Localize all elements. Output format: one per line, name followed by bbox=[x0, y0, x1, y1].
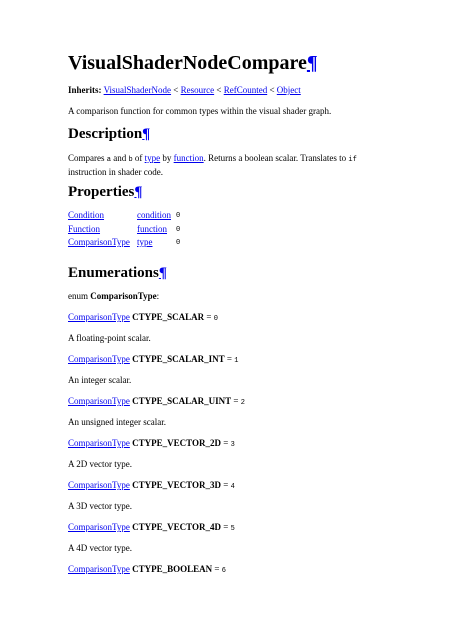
properties-table bbox=[68, 209, 180, 250]
enum-equals: = bbox=[231, 396, 241, 406]
enum-type-link[interactable]: ComparisonType bbox=[68, 312, 130, 322]
enum-equals: = bbox=[224, 354, 235, 364]
inherits-link-object[interactable]: Object bbox=[276, 85, 301, 95]
enum-type-link[interactable]: ComparisonType bbox=[68, 564, 130, 574]
enum-constant-description: A 2D vector type. bbox=[68, 459, 132, 469]
property-name-link-type[interactable]: type bbox=[137, 237, 153, 247]
properties-heading bbox=[68, 183, 142, 201]
enum-constant-name: CTYPE_VECTOR_4D bbox=[132, 522, 221, 532]
property-row bbox=[68, 236, 180, 250]
enum-constant-value: 0 bbox=[213, 315, 218, 323]
inherits-link-refcounted[interactable]: RefCounted bbox=[223, 85, 268, 95]
enum-constant-value: 4 bbox=[230, 483, 235, 491]
enum-constant bbox=[68, 437, 235, 451]
enum-constant-description: A 3D vector type. bbox=[68, 501, 132, 511]
enum-declaration bbox=[68, 290, 159, 302]
enum-constant-value: 6 bbox=[221, 567, 226, 575]
enum-constant-description: An unsigned integer scalar. bbox=[68, 417, 166, 427]
property-name-cell bbox=[137, 236, 176, 250]
description-heading-text: Description bbox=[68, 126, 143, 142]
desc-text-part: by bbox=[160, 153, 174, 163]
enum-equals: = bbox=[204, 312, 214, 322]
property-default-cell bbox=[176, 223, 180, 237]
enum-equals: = bbox=[220, 438, 231, 448]
property-default-cell bbox=[176, 236, 180, 250]
property-row bbox=[68, 223, 180, 237]
page-title bbox=[68, 51, 318, 75]
inherits-label: Inherits: bbox=[68, 85, 102, 95]
code-if: if bbox=[348, 156, 357, 164]
enumerations-anchor-link[interactable]: ¶ bbox=[158, 265, 167, 281]
enum-name: ComparisonType bbox=[90, 291, 157, 301]
enum-constant-name: CTYPE_VECTOR_3D bbox=[132, 480, 221, 490]
inherits-sep: < bbox=[269, 85, 275, 95]
enum-equals: = bbox=[212, 564, 222, 574]
desc-text-part: of bbox=[132, 153, 145, 163]
enum-type-link[interactable]: ComparisonType bbox=[68, 438, 130, 448]
enum-equals: = bbox=[220, 480, 231, 490]
enum-constant-value: 5 bbox=[230, 525, 235, 533]
property-type-link-comparisontype[interactable]: ComparisonType bbox=[68, 237, 130, 247]
enum-constant bbox=[68, 563, 226, 577]
enum-constant bbox=[68, 395, 245, 409]
property-type-cell bbox=[68, 236, 137, 250]
property-type-link-function[interactable]: Function bbox=[68, 223, 101, 234]
properties-heading-text: Properties bbox=[68, 184, 135, 200]
page-title-text: VisualShaderNodeCompare bbox=[68, 52, 307, 74]
code-b: b bbox=[128, 156, 133, 164]
enum-equals: = bbox=[220, 522, 231, 532]
title-anchor-link[interactable]: ¶ bbox=[306, 52, 318, 74]
desc-text-part: and bbox=[110, 153, 129, 163]
enum-type-link[interactable]: ComparisonType bbox=[68, 396, 130, 406]
property-name-link-function[interactable]: function bbox=[137, 223, 167, 234]
enum-constant-description: An integer scalar. bbox=[68, 375, 132, 385]
enum-constant-name: CTYPE_SCALAR_INT bbox=[132, 354, 225, 364]
inherits-line bbox=[68, 84, 301, 96]
inherits-link-visualshadernode[interactable]: VisualShaderNode bbox=[103, 85, 172, 95]
enum-constant-name: CTYPE_SCALAR_UINT bbox=[132, 396, 232, 406]
enum-constant bbox=[68, 521, 235, 535]
desc-text-part: . Returns a boolean scalar. Translates to bbox=[203, 153, 349, 163]
enum-constant bbox=[68, 311, 218, 325]
description-heading bbox=[68, 125, 150, 143]
property-name-cell bbox=[137, 223, 176, 237]
enum-keyword: enum bbox=[68, 291, 91, 301]
property-default-value: 0 bbox=[176, 239, 181, 247]
property-default-cell bbox=[176, 209, 180, 223]
property-default-value: 0 bbox=[176, 225, 181, 234]
enum-constant bbox=[68, 353, 238, 367]
inherits-sep: < bbox=[173, 85, 179, 95]
enum-colon: : bbox=[156, 291, 160, 301]
enum-constant-value: 2 bbox=[240, 399, 245, 407]
enum-type-link[interactable]: ComparisonType bbox=[68, 480, 130, 490]
enum-constant-description: A floating-point scalar. bbox=[68, 333, 151, 343]
property-name-link-condition[interactable]: condition bbox=[137, 210, 171, 220]
enumerations-heading-text: Enumerations bbox=[68, 265, 159, 281]
property-type-cell bbox=[68, 223, 137, 237]
enum-constant-name: CTYPE_BOOLEAN bbox=[132, 564, 213, 574]
properties-anchor-link[interactable]: ¶ bbox=[134, 184, 143, 200]
desc-link-type[interactable]: type bbox=[144, 153, 161, 163]
enum-constant bbox=[68, 479, 235, 493]
desc-link-function[interactable]: function bbox=[173, 153, 204, 163]
desc-text-part: Compares bbox=[68, 153, 107, 163]
enum-constant-name: CTYPE_SCALAR bbox=[132, 312, 205, 322]
description-anchor-link[interactable]: ¶ bbox=[142, 126, 151, 142]
enum-constant-description: A 4D vector type. bbox=[68, 543, 132, 553]
enumerations-heading bbox=[68, 264, 167, 282]
enum-type-link[interactable]: ComparisonType bbox=[68, 522, 130, 532]
description-text bbox=[68, 152, 398, 178]
enum-constant-value: 3 bbox=[230, 441, 235, 449]
code-a: a bbox=[106, 156, 111, 164]
desc-text-part: instruction in shader code. bbox=[68, 167, 163, 177]
brief-description: A comparison function for common types within the visual shader graph. bbox=[68, 106, 332, 116]
enum-constant-name: CTYPE_VECTOR_2D bbox=[132, 438, 221, 448]
property-type-cell bbox=[68, 209, 137, 223]
property-row bbox=[68, 209, 180, 223]
property-default-value: 0 bbox=[176, 212, 181, 220]
enum-type-link[interactable]: ComparisonType bbox=[68, 354, 130, 364]
enum-constant-value: 1 bbox=[234, 357, 239, 365]
property-type-link-condition[interactable]: Condition bbox=[68, 210, 105, 220]
inherits-link-resource[interactable]: Resource bbox=[180, 85, 215, 95]
property-name-cell bbox=[137, 209, 176, 223]
inherits-sep: < bbox=[216, 85, 222, 95]
